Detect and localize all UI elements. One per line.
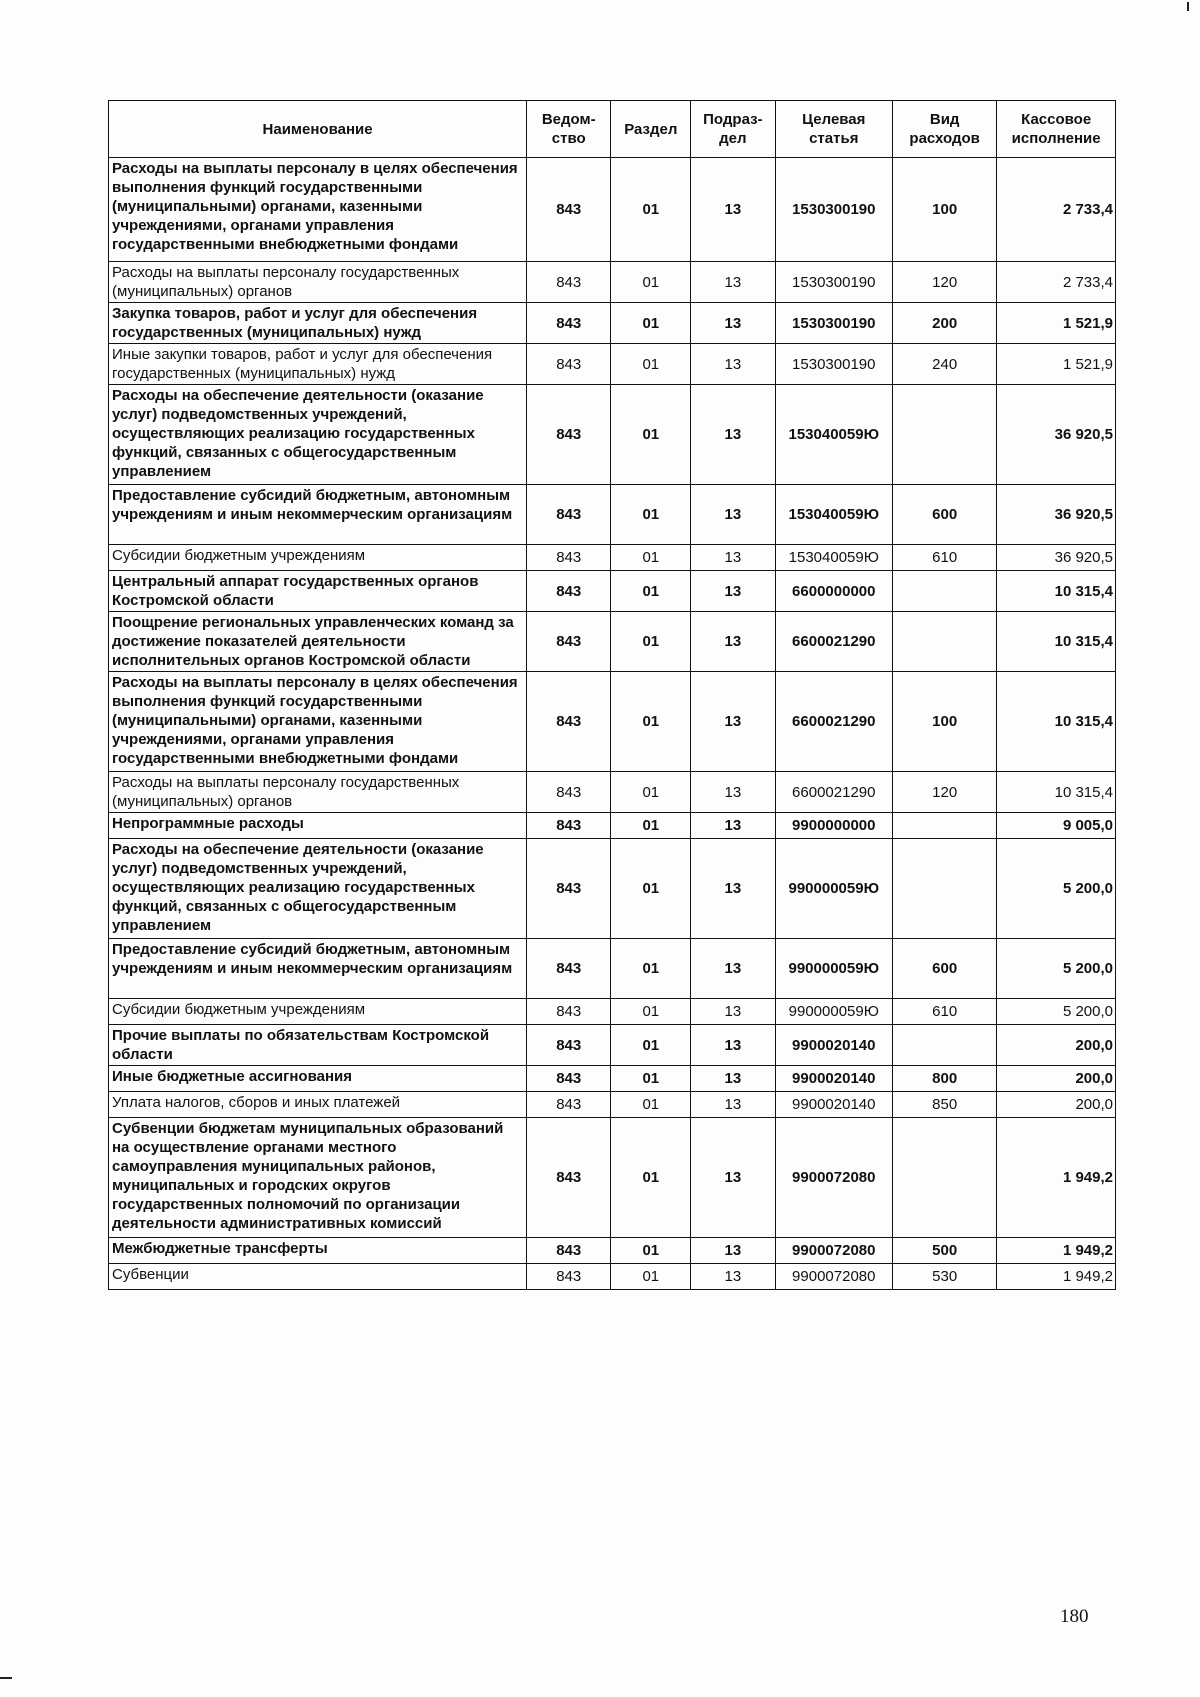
row-amount: 10 315,4 [997,672,1116,772]
page-number: 180 [1060,1606,1089,1627]
row-subsection: 13 [691,303,775,344]
row-department: 843 [527,813,611,839]
row-department: 843 [527,303,611,344]
row-subsection: 13 [691,839,775,939]
row-amount: 5 200,0 [997,999,1116,1025]
row-subsection: 13 [691,1092,775,1118]
row-department: 843 [527,1264,611,1290]
row-expense-type: 800 [893,1066,997,1092]
row-department: 843 [527,999,611,1025]
row-amount: 10 315,4 [997,612,1116,672]
row-subsection: 13 [691,672,775,772]
row-subsection: 13 [691,1264,775,1290]
row-subsection: 13 [691,158,775,262]
row-name: Расходы на выплаты персоналу в целях обеспечения выполнения функций государственными (муниципальными) органами, казенными учреждениями, органами управления государственными внебюджетными фондами [109,158,527,262]
row-name: Субвенции [109,1264,527,1290]
row-section: 01 [611,385,691,485]
row-target-article: 6600021290 [775,672,893,772]
row-subsection: 13 [691,1025,775,1066]
row-name: Расходы на обеспечение деятельности (оказание услуг) подведомственных учреждений, осуществляющих реализацию государственных функций, связанных с общегосударственным управлением [109,839,527,939]
row-section: 01 [611,158,691,262]
row-section: 01 [611,999,691,1025]
row-subsection: 13 [691,385,775,485]
row-section: 01 [611,1118,691,1238]
row-amount: 36 920,5 [997,385,1116,485]
row-target-article: 1530300190 [775,303,893,344]
header-name: Наименование [109,101,527,158]
row-name: Субвенции бюджетам муниципальных образований на осуществление органами местного самоуправления муниципальных районов, муниципальных и городских округов государственных полномочий по организации деятельности административных комиссий [109,1118,527,1238]
row-expense-type: 850 [893,1092,997,1118]
row-expense-type: 600 [893,939,997,999]
row-subsection: 13 [691,1066,775,1092]
table-row [109,772,1116,813]
row-expense-type: 100 [893,158,997,262]
row-section: 01 [611,672,691,772]
row-amount: 5 200,0 [997,839,1116,939]
row-expense-type: 610 [893,999,997,1025]
row-section: 01 [611,612,691,672]
row-name: Расходы на обеспечение деятельности (оказание услуг) подведомственных учреждений, осуществляющих реализацию государственных функций, связанных с общегосударственным управлением [109,385,527,485]
table-row [109,485,1116,545]
row-amount: 200,0 [997,1066,1116,1092]
row-department: 843 [527,1025,611,1066]
row-target-article: 153040059Ю [775,485,893,545]
row-amount: 2 733,4 [997,158,1116,262]
row-section: 01 [611,571,691,612]
row-amount: 2 733,4 [997,262,1116,303]
row-name: Расходы на выплаты персоналу государственных (муниципальных) органов [109,262,527,303]
row-target-article: 6600021290 [775,772,893,813]
table-header-row [109,101,1116,158]
table-row [109,1092,1116,1118]
table-row [109,344,1116,385]
row-subsection: 13 [691,545,775,571]
row-amount: 1 521,9 [997,303,1116,344]
header-section: Раздел [611,101,691,158]
row-section: 01 [611,1238,691,1264]
table-row [109,571,1116,612]
row-expense-type: 240 [893,344,997,385]
row-name: Межбюджетные трансферты [109,1238,527,1264]
row-amount: 200,0 [997,1092,1116,1118]
row-name: Иные закупки товаров, работ и услуг для обеспечения государственных (муниципальных) нужд [109,344,527,385]
row-amount: 1 521,9 [997,344,1116,385]
row-subsection: 13 [691,262,775,303]
row-department: 843 [527,485,611,545]
row-expense-type: 120 [893,262,997,303]
row-name: Субсидии бюджетным учреждениям [109,545,527,571]
row-expense-type: 500 [893,1238,997,1264]
row-expense-type [893,1118,997,1238]
table-row [109,839,1116,939]
row-department: 843 [527,158,611,262]
row-name: Прочие выплаты по обязательствам Костромской области [109,1025,527,1066]
row-target-article: 9900072080 [775,1238,893,1264]
table-row [109,545,1116,571]
row-subsection: 13 [691,813,775,839]
row-expense-type [893,612,997,672]
row-amount: 36 920,5 [997,545,1116,571]
row-expense-type [893,1025,997,1066]
row-section: 01 [611,485,691,545]
table-row [109,385,1116,485]
row-target-article: 6600000000 [775,571,893,612]
table-row [109,262,1116,303]
row-subsection: 13 [691,1118,775,1238]
row-expense-type: 100 [893,672,997,772]
row-target-article: 1530300190 [775,158,893,262]
row-department: 843 [527,1092,611,1118]
row-name: Предоставление субсидий бюджетным, автономным учреждениям и иным некоммерческим организациям [109,939,527,999]
row-section: 01 [611,1092,691,1118]
row-name: Предоставление субсидий бюджетным, автономным учреждениям и иным некоммерческим организациям [109,485,527,545]
row-name: Закупка товаров, работ и услуг для обеспечения государственных (муниципальных) нужд [109,303,527,344]
row-name: Иные бюджетные ассигнования [109,1066,527,1092]
header-department: Ведом-ство [527,101,611,158]
row-name: Расходы на выплаты персоналу государственных (муниципальных) органов [109,772,527,813]
table-row [109,672,1116,772]
row-section: 01 [611,344,691,385]
row-target-article: 6600021290 [775,612,893,672]
row-target-article: 990000059Ю [775,839,893,939]
table-row [109,999,1116,1025]
row-amount: 5 200,0 [997,939,1116,999]
row-section: 01 [611,772,691,813]
row-amount: 36 920,5 [997,485,1116,545]
row-expense-type: 610 [893,545,997,571]
row-department: 843 [527,672,611,772]
scan-mark-top-right [1187,2,1189,11]
row-subsection: 13 [691,344,775,385]
row-department: 843 [527,939,611,999]
row-section: 01 [611,1025,691,1066]
row-subsection: 13 [691,772,775,813]
row-name: Непрограммные расходы [109,813,527,839]
row-subsection: 13 [691,1238,775,1264]
row-expense-type [893,813,997,839]
row-section: 01 [611,1066,691,1092]
row-subsection: 13 [691,571,775,612]
table-row [109,1118,1116,1238]
table-row [109,1264,1116,1290]
table-row [109,158,1116,262]
row-amount: 10 315,4 [997,571,1116,612]
row-department: 843 [527,344,611,385]
row-amount: 1 949,2 [997,1238,1116,1264]
row-target-article: 9900072080 [775,1118,893,1238]
row-section: 01 [611,813,691,839]
row-name: Поощрение региональных управленческих команд за достижение показателей деятельности исполнительных органов Костромской области [109,612,527,672]
row-target-article: 1530300190 [775,344,893,385]
row-amount: 200,0 [997,1025,1116,1066]
row-department: 843 [527,1066,611,1092]
row-department: 843 [527,385,611,485]
row-target-article: 9900000000 [775,813,893,839]
row-target-article: 9900020140 [775,1025,893,1066]
table-row [109,612,1116,672]
row-department: 843 [527,839,611,939]
header-expense-type: Вид расходов [893,101,997,158]
row-name: Уплата налогов, сборов и иных платежей [109,1092,527,1118]
row-amount: 1 949,2 [997,1118,1116,1238]
row-name: Центральный аппарат государственных органов Костромской области [109,571,527,612]
row-expense-type: 120 [893,772,997,813]
row-subsection: 13 [691,999,775,1025]
row-amount: 1 949,2 [997,1264,1116,1290]
row-subsection: 13 [691,612,775,672]
row-section: 01 [611,939,691,999]
row-expense-type [893,385,997,485]
row-target-article: 9900020140 [775,1092,893,1118]
row-department: 843 [527,1118,611,1238]
row-amount: 9 005,0 [997,813,1116,839]
row-department: 843 [527,571,611,612]
row-section: 01 [611,1264,691,1290]
row-target-article: 153040059Ю [775,545,893,571]
header-cash-execution: Кассовое исполнение [997,101,1116,158]
table-row [109,1066,1116,1092]
table-row [109,303,1116,344]
header-subsection: Подраз-дел [691,101,775,158]
row-target-article: 990000059Ю [775,939,893,999]
table-row [109,813,1116,839]
row-subsection: 13 [691,939,775,999]
row-department: 843 [527,612,611,672]
row-expense-type [893,839,997,939]
row-department: 843 [527,1238,611,1264]
row-expense-type: 600 [893,485,997,545]
row-section: 01 [611,545,691,571]
row-department: 843 [527,262,611,303]
table-body [109,158,1116,1290]
row-target-article: 990000059Ю [775,999,893,1025]
row-name: Субсидии бюджетным учреждениям [109,999,527,1025]
row-target-article: 1530300190 [775,262,893,303]
row-department: 843 [527,545,611,571]
table-row [109,1238,1116,1264]
row-target-article: 9900072080 [775,1264,893,1290]
header-target-article: Целевая статья [775,101,893,158]
table-row [109,1025,1116,1066]
row-target-article: 9900020140 [775,1066,893,1092]
row-expense-type: 530 [893,1264,997,1290]
row-name: Расходы на выплаты персоналу в целях обеспечения выполнения функций государственными (муниципальными) органами, казенными учреждениями, органами управления государственными внебюджетными фондами [109,672,527,772]
row-subsection: 13 [691,485,775,545]
row-target-article: 153040059Ю [775,385,893,485]
row-section: 01 [611,303,691,344]
row-department: 843 [527,772,611,813]
table-row [109,939,1116,999]
row-section: 01 [611,839,691,939]
row-section: 01 [611,262,691,303]
row-expense-type: 200 [893,303,997,344]
row-amount: 10 315,4 [997,772,1116,813]
row-expense-type [893,571,997,612]
budget-execution-table [108,100,1116,1290]
scan-mark-bottom-left [0,1677,12,1679]
